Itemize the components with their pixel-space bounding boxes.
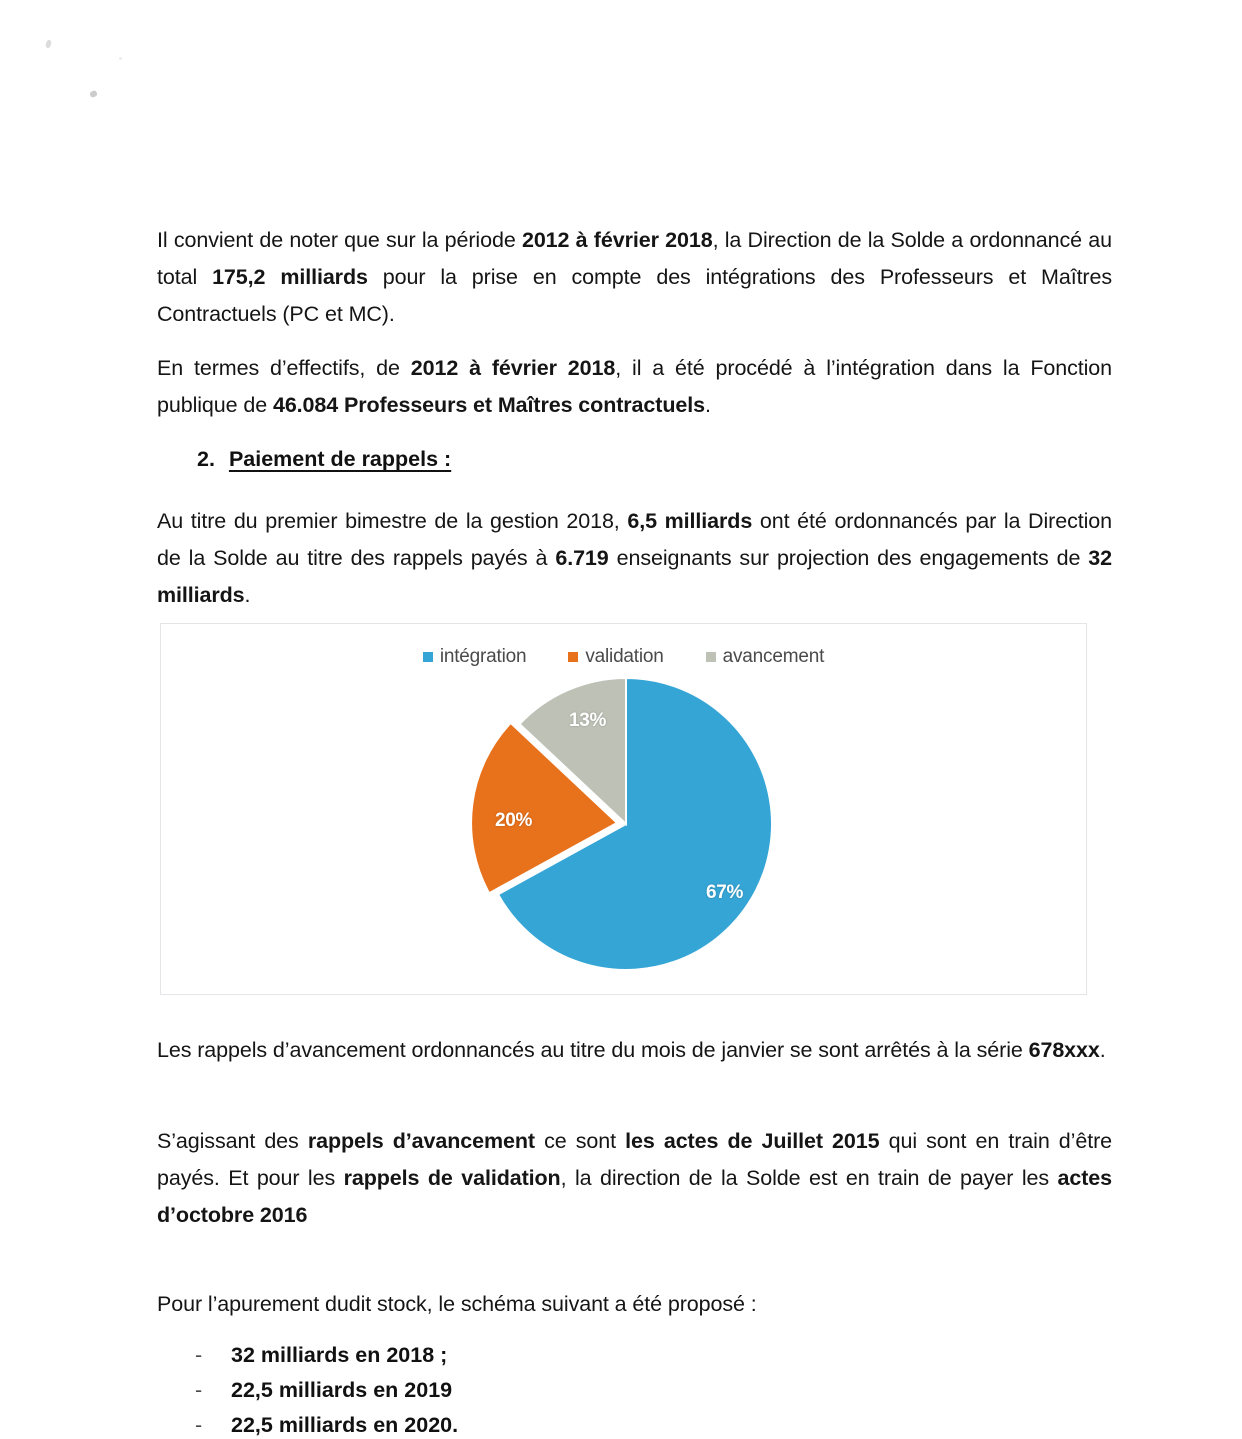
p2-bold-period: 2012 à février 2018 [410,356,616,380]
list-item [195,1373,1055,1408]
pie-plot-area [161,624,1088,996]
p2-text-a: En termes d’effectifs, de [157,356,411,380]
p2-bold-count: 46.084 Professeurs et Maîtres contractuels [272,393,705,417]
legend-label: validation [585,646,664,667]
list-item [195,1408,1055,1439]
paragraph-actes [157,1123,1112,1234]
p3-text-e: . [244,583,251,607]
pie-label-validation: 20% [495,810,533,831]
bullet-marker-icon: - [195,1413,203,1437]
list-item-label: 32 milliards en 2018 ; [231,1343,448,1367]
p3-text-c: ont été ordonnancés par la Direction de la Solde au titre des rappels payés à [157,509,1112,570]
list-item-label: 22,5 milliards en 2019 [231,1378,453,1402]
pie-label-avancement: 13% [569,710,607,731]
p4-text-a: Les rappels d’avancement ordonnancés au titre du mois de janvier se sont arrêtés à la série [157,1038,1029,1062]
scan-speck [89,90,98,98]
p1-text-c: , la Direction de la Solde a ordonnancé au total [157,228,1112,289]
p4-bold-serie: 678xxx [1028,1038,1100,1062]
p3-bold-amount: 6,5 milliards [627,509,753,533]
p5-text-a: S’agissant des [157,1129,308,1153]
paragraph-intro [157,222,1112,333]
bullet-list [195,1338,1055,1439]
section-number: 2. [197,447,215,471]
p1-bold-amount: 175,2 milliards [212,265,368,289]
p5-bold-actes-juillet: les actes de Juillet 2015 [625,1129,880,1153]
paragraph-bimestre [157,503,1112,614]
p5-bold-validation: rappels de validation [343,1166,561,1190]
p1-text-a: Il convient de noter que sur la période [157,228,522,252]
bullet-marker-icon: - [195,1378,203,1402]
paragraph-apurement: Pour l’apurement dudit stock, le schéma suivant a été proposé : [157,1292,757,1316]
p3-bold-engagements: 32 milliards [157,546,1113,607]
bullet-marker-icon: - [195,1343,203,1367]
p3-text-d: enseignants sur projection des engagements de [608,546,1089,570]
legend-label: intégration [439,646,527,667]
section-title: Paiement de rappels : [228,447,452,471]
p1-bold-period: 2012 à février 2018 [521,228,713,252]
section-heading [197,443,451,475]
p1-text-d: pour la prise en compte des intégrations des Professeurs et Maîtres Contractuels (PC et MC). [157,265,1113,326]
pie-label-integration: 67% [706,882,744,903]
scan-speck [45,39,52,48]
p4-text-c: . [1099,1038,1106,1062]
p5-text-e: , la direction de la Solde est en train de payer les [560,1166,1058,1190]
p5-bold-actes-octobre: actes d’octobre 2016 [157,1166,1112,1227]
p5-text-d: qui sont en train d’être payés. Et pour les [157,1129,1112,1190]
list-item-label: 22,5 milliards en 2020. [231,1413,459,1437]
scan-speck [119,57,122,60]
paragraph-serie [157,1032,1112,1069]
legend-label: avancement [722,646,825,667]
pie-chart-figure [160,623,1087,995]
p5-text-c: ce sont [534,1129,626,1153]
p3-text-a: Au titre du premier bimestre de la gestion 2018, [157,509,628,533]
p5-bold-avancement: rappels d’avancement [307,1129,535,1153]
p2-text-d: . [704,393,711,417]
list-item [195,1338,1055,1373]
paragraph-effectifs [157,350,1112,424]
p3-bold-teachers: 6.719 [555,546,609,570]
p2-text-c: , il a été procédé à l’intégration dans la Fonction publique de [157,356,1112,417]
